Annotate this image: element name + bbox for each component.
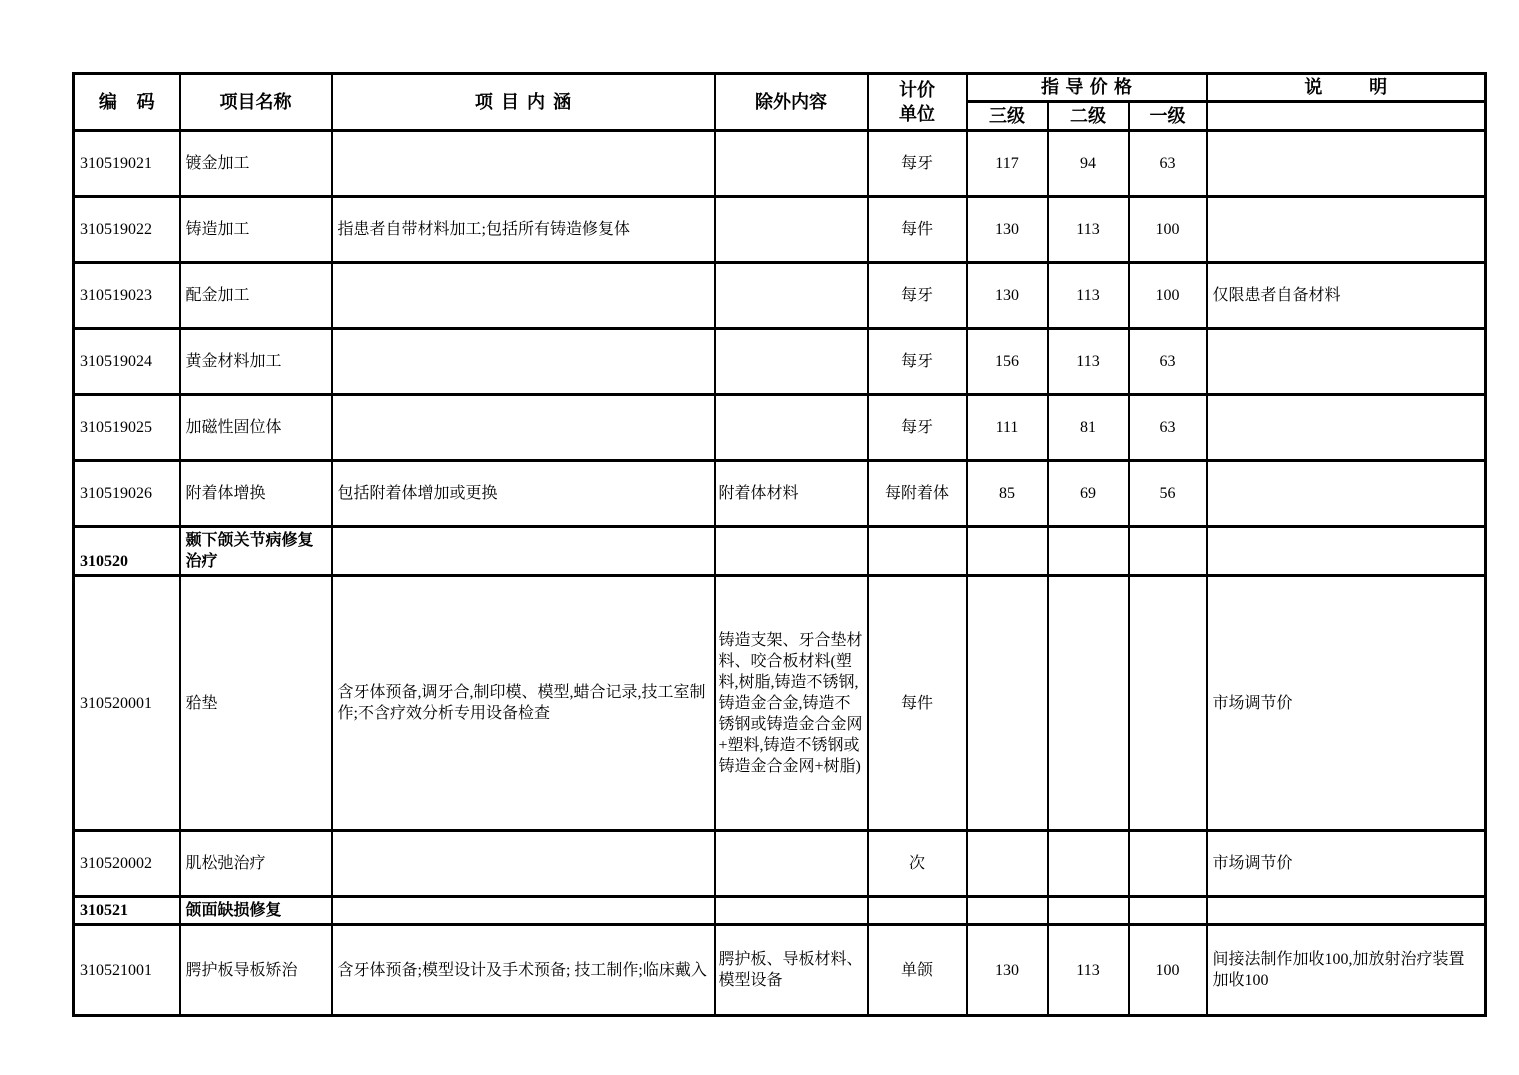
table-row xyxy=(74,395,1486,461)
header-exclusion: 除外内容 xyxy=(715,74,868,131)
header-note-sub xyxy=(1207,102,1486,131)
document-page xyxy=(72,72,1487,1017)
cell-content xyxy=(332,263,715,329)
cell-p3: 117 xyxy=(967,131,1048,197)
cell-p1: 63 xyxy=(1129,131,1207,197)
cell-p2: 94 xyxy=(1048,131,1129,197)
cell-p3: 85 xyxy=(967,461,1048,527)
header-level3: 三级 xyxy=(967,102,1048,131)
cell-p2 xyxy=(1048,897,1129,925)
cell-exclusion xyxy=(715,329,868,395)
cell-note xyxy=(1207,395,1486,461)
cell-exclusion xyxy=(715,831,868,897)
cell-note: 市场调节价 xyxy=(1207,831,1486,897)
cell-p2: 113 xyxy=(1048,329,1129,395)
cell-p1: 100 xyxy=(1129,925,1207,1016)
cell-unit: 次 xyxy=(868,831,967,897)
cell-name: 加磁性固位体 xyxy=(180,395,332,461)
cell-p1 xyxy=(1129,831,1207,897)
header-unit xyxy=(868,74,967,131)
cell-p2: 81 xyxy=(1048,395,1129,461)
cell-code: 310521001 xyxy=(74,925,180,1016)
cell-p2 xyxy=(1048,527,1129,576)
cell-unit: 每牙 xyxy=(868,263,967,329)
cell-note: 间接法制作加收100,加放射治疗装置加收100 xyxy=(1207,925,1486,1016)
cell-p2: 113 xyxy=(1048,925,1129,1016)
cell-content: 含牙体预备;模型设计及手术预备; 技工制作;临床戴入 xyxy=(332,925,715,1016)
cell-p3: 111 xyxy=(967,395,1048,461)
medical-price-table xyxy=(72,72,1487,1017)
cell-p1: 100 xyxy=(1129,263,1207,329)
cell-p2: 69 xyxy=(1048,461,1129,527)
cell-exclusion xyxy=(715,395,868,461)
cell-p3: 130 xyxy=(967,197,1048,263)
cell-exclusion xyxy=(715,263,868,329)
section-row xyxy=(74,897,1486,925)
cell-content xyxy=(332,831,715,897)
cell-p1: 63 xyxy=(1129,395,1207,461)
cell-note xyxy=(1207,197,1486,263)
cell-note: 仅限患者自备材料 xyxy=(1207,263,1486,329)
cell-p3 xyxy=(967,576,1048,831)
cell-content: 包括附着体增加或更换 xyxy=(332,461,715,527)
cell-content xyxy=(332,897,715,925)
cell-exclusion xyxy=(715,131,868,197)
cell-code: 310519025 xyxy=(74,395,180,461)
header-level2: 二级 xyxy=(1048,102,1129,131)
table-row xyxy=(74,925,1486,1016)
cell-unit: 单颌 xyxy=(868,925,967,1016)
table-row xyxy=(74,197,1486,263)
table-header xyxy=(74,74,1486,131)
table-row xyxy=(74,831,1486,897)
cell-content xyxy=(332,131,715,197)
cell-unit: 每件 xyxy=(868,197,967,263)
cell-p1: 56 xyxy=(1129,461,1207,527)
cell-name: 镀金加工 xyxy=(180,131,332,197)
cell-code: 310520 xyxy=(74,527,180,576)
cell-exclusion xyxy=(715,197,868,263)
cell-p2 xyxy=(1048,576,1129,831)
header-unit-line1: 计价 xyxy=(899,80,935,100)
cell-content: 指患者自带材料加工;包括所有铸造修复体 xyxy=(332,197,715,263)
cell-name: 铸造加工 xyxy=(180,197,332,263)
cell-exclusion: 铸造支架、牙合垫材料、咬合板材料(塑料,树脂,铸造不锈钢,铸造金合金,铸造不锈钢或铸造金合金网+塑料,铸造不锈钢或铸造金合金网+树脂) xyxy=(715,576,868,831)
cell-name: 黄金材料加工 xyxy=(180,329,332,395)
cell-unit xyxy=(868,897,967,925)
cell-content xyxy=(332,395,715,461)
cell-code: 310519021 xyxy=(74,131,180,197)
cell-p1 xyxy=(1129,897,1207,925)
cell-code: 310520001 xyxy=(74,576,180,831)
cell-p2 xyxy=(1048,831,1129,897)
cell-p1 xyxy=(1129,527,1207,576)
cell-code: 310520002 xyxy=(74,831,180,897)
cell-unit: 每件 xyxy=(868,576,967,831)
cell-p3 xyxy=(967,897,1048,925)
cell-note xyxy=(1207,897,1486,925)
cell-code: 310519023 xyxy=(74,263,180,329)
cell-name: 颌面缺损修复 xyxy=(180,897,332,925)
cell-unit: 每牙 xyxy=(868,395,967,461)
cell-exclusion: 附着体材料 xyxy=(715,461,868,527)
header-note: 说明 xyxy=(1207,74,1486,102)
cell-content xyxy=(332,329,715,395)
cell-name: 附着体增换 xyxy=(180,461,332,527)
header-level1: 一级 xyxy=(1129,102,1207,131)
section-row xyxy=(74,527,1486,576)
cell-code: 310521 xyxy=(74,897,180,925)
cell-exclusion xyxy=(715,527,868,576)
cell-note: 市场调节价 xyxy=(1207,576,1486,831)
cell-code: 310519026 xyxy=(74,461,180,527)
cell-p3: 130 xyxy=(967,263,1048,329)
cell-code: 310519022 xyxy=(74,197,180,263)
header-unit-line2: 单位 xyxy=(899,104,935,124)
cell-exclusion: 腭护板、导板材料、模型设备 xyxy=(715,925,868,1016)
cell-p3: 130 xyxy=(967,925,1048,1016)
cell-exclusion xyxy=(715,897,868,925)
cell-p2: 113 xyxy=(1048,263,1129,329)
table-row xyxy=(74,576,1486,831)
table-body xyxy=(74,131,1486,1016)
cell-name: 腭护板导板矫治 xyxy=(180,925,332,1016)
cell-p2: 113 xyxy=(1048,197,1129,263)
cell-p1: 63 xyxy=(1129,329,1207,395)
header-price-group: 指导价格 xyxy=(967,74,1207,102)
header-content: 项目内涵 xyxy=(332,74,715,131)
cell-name: 颞下颌关节病修复治疗 xyxy=(180,527,332,576)
cell-unit xyxy=(868,527,967,576)
cell-note xyxy=(1207,461,1486,527)
cell-code: 310519024 xyxy=(74,329,180,395)
cell-name: 𬌗垫 xyxy=(180,576,332,831)
cell-unit: 每附着体 xyxy=(868,461,967,527)
table-row xyxy=(74,131,1486,197)
cell-note xyxy=(1207,329,1486,395)
cell-content xyxy=(332,527,715,576)
cell-p3: 156 xyxy=(967,329,1048,395)
cell-note xyxy=(1207,527,1486,576)
cell-unit: 每牙 xyxy=(868,329,967,395)
cell-p1 xyxy=(1129,576,1207,831)
table-row xyxy=(74,263,1486,329)
cell-content: 含牙体预备,调牙合,制印模、模型,蜡合记录,技工室制作;不含疗效分析专用设备检查 xyxy=(332,576,715,831)
cell-name: 配金加工 xyxy=(180,263,332,329)
table-row xyxy=(74,461,1486,527)
header-name: 项目名称 xyxy=(180,74,332,131)
cell-unit: 每牙 xyxy=(868,131,967,197)
cell-name: 肌松弛治疗 xyxy=(180,831,332,897)
cell-p3 xyxy=(967,831,1048,897)
cell-p3 xyxy=(967,527,1048,576)
cell-note xyxy=(1207,131,1486,197)
header-code: 编码 xyxy=(74,74,180,131)
table-row xyxy=(74,329,1486,395)
cell-p1: 100 xyxy=(1129,197,1207,263)
